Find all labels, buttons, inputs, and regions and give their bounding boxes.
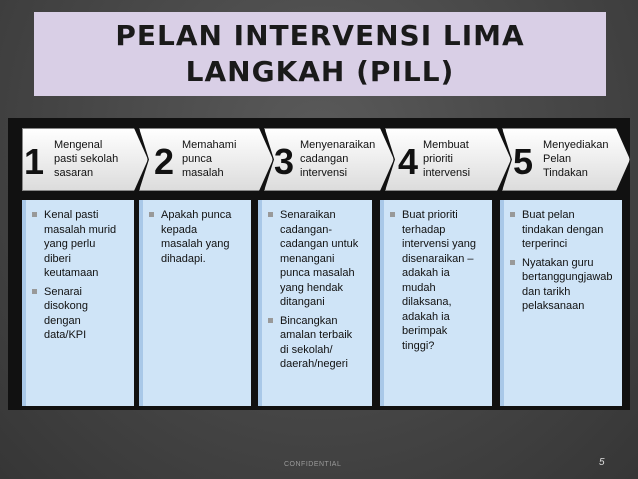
step-5-number: 5 <box>513 141 534 182</box>
step-5-column <box>500 200 622 406</box>
confidential-label: CONFIDENTIAL <box>284 461 342 468</box>
page-number: 5 <box>599 457 605 468</box>
step-4-column <box>380 200 492 406</box>
step-3-bullet-2: Bincangkan amalan terbaik di sekolah/ daerah/negeri <box>268 314 372 372</box>
title-line-1: PELAN INTERVENSI LIMA <box>115 19 525 52</box>
step-3-column <box>258 200 372 406</box>
step-5-heading: Menyediakan Pelan Tindakan <box>543 139 609 179</box>
step-3-bullet-1: Senaraikan cadangan- cadangan untuk menangani punca masalah yang hendak ditangani <box>268 208 372 310</box>
step-2-heading: Memahami punca masalah <box>182 139 237 179</box>
step-5-bullet-2: Nyatakan guru bertanggungjawab dan tarikh pelaksanaan <box>510 256 622 314</box>
step-4-number: 4 <box>398 141 419 182</box>
step-3-number: 3 <box>274 141 295 182</box>
step-2-bullet-1: Apakah punca kepada masalah yang dihadapi. <box>149 208 251 266</box>
step-1-column <box>22 200 134 406</box>
title-box <box>34 12 606 96</box>
step-3-heading: Menyenaraikan cadangan intervensi <box>300 139 376 179</box>
step-2-number: 2 <box>154 141 175 182</box>
step-1-heading: Mengenal pasti sekolah sasaran <box>54 139 119 179</box>
title-line-2: LANGKAH (PILL) <box>185 55 455 88</box>
step-5-bullet-1: Buat pelan tindakan dengan terperinci <box>510 208 622 252</box>
step-1-bullet-1: Kenal pasti masalah murid yang perlu diberi keutamaan <box>32 208 134 281</box>
step-1-bullet-2: Senarai disokong dengan data/KPI <box>32 285 134 343</box>
step-4-heading: Membuat prioriti intervensi <box>423 139 471 179</box>
step-1-number: 1 <box>24 141 45 182</box>
step-4-bullet-1: Buat prioriti terhadap intervensi yang disenaraikan – adakah ia mudah dilaksana, adakah ia berimpak tinggi? <box>390 208 492 353</box>
step-2-column <box>139 200 251 406</box>
